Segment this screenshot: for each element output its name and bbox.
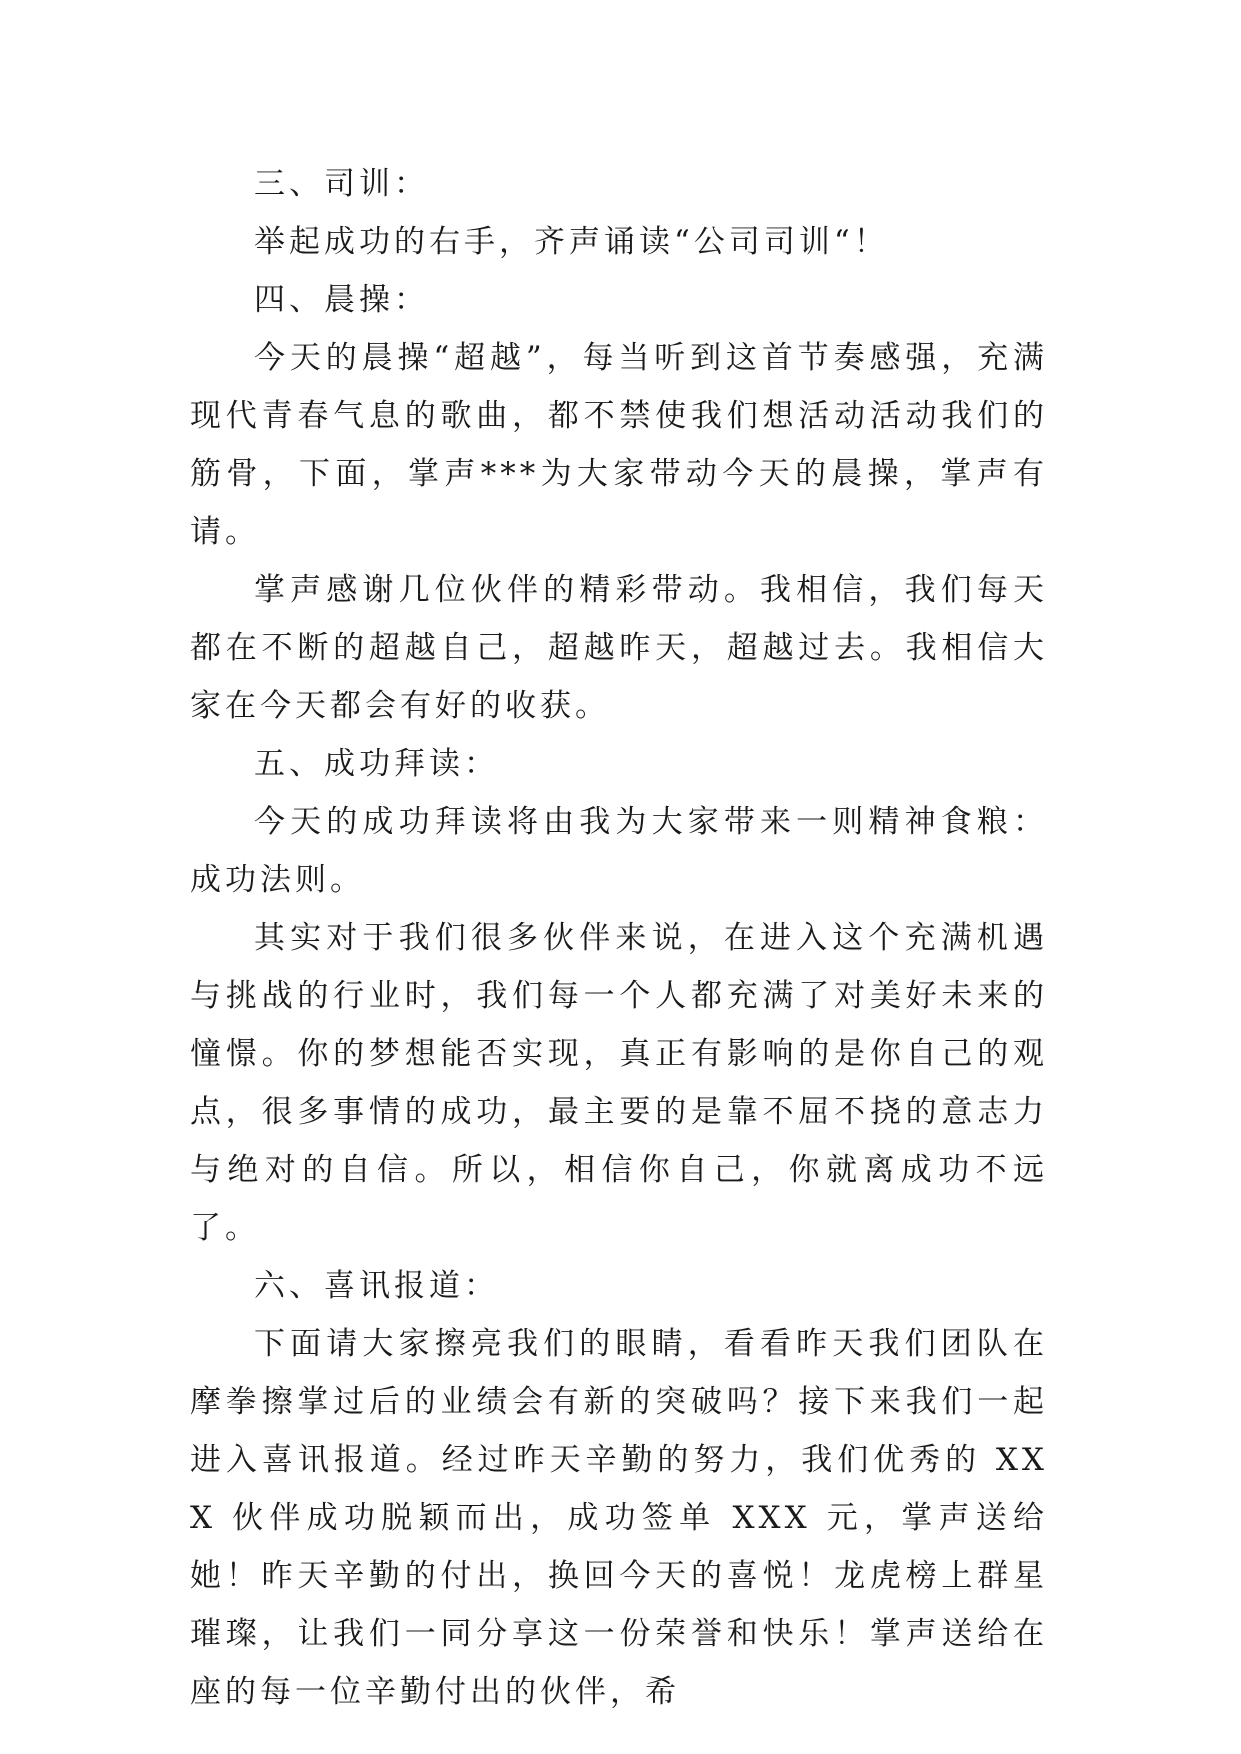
paragraph-success-reading-intro: 今天的成功拜读将由我为大家带来一则精神食粮：成功法则。 [190, 804, 1048, 898]
paragraph-good-news: 下面请大家擦亮我们的眼睛，看看昨天我们团队在摩拳擦掌过后的业绩会有新的突破吗？接下来我们一起进入喜讯报道。经过昨天辛勤的努力，我们优秀的 XXX 伙伴成功脱颖而出，成功签单 XXX 元，掌声送给她！昨天辛勤的付出，换回今天的喜悦！龙虎榜上群星璀璨，让我们一同分享这一份荣誉和快乐！掌声送给在座的每一位辛勤付出的伙伴，希 [190, 1326, 1048, 1710]
paragraph-motto: 举起成功的右手，齐声诵读“公司司训“！ [254, 224, 889, 260]
section-heading-success-reading: 五、成功拜读： [254, 746, 499, 782]
section-heading-morning-exercise: 四、晨操： [254, 282, 429, 318]
paragraph-thanks: 掌声感谢几位伙伴的精彩带动。我相信，我们每天都在不断的超越自己，超越昨天，超越过去。我相信大家在今天都会有好的收获。 [190, 572, 1048, 724]
paragraph-morning-exercise: 今天的晨操“超越”，每当听到这首节奏感强，充满现代青春气息的歌曲，都不禁使我们想活动活动我们的筋骨，下面，掌声***为大家带动今天的晨操，掌声有请。 [190, 340, 1048, 550]
section-heading-motto: 三、司训： [254, 166, 429, 202]
paragraph-success-reading-body: 其实对于我们很多伙伴来说，在进入这个充满机遇与挑战的行业时，我们每一个人都充满了对美好未来的憧憬。你的梦想能否实现，真正有影响的是你自己的观点，很多事情的成功，最主要的是靠不屈不挠的意志力与绝对的自信。所以，相信你自己，你就离成功不远了。 [190, 920, 1048, 1246]
document-body [190, 155, 1048, 1721]
section-heading-good-news: 六、喜讯报道： [254, 1268, 499, 1304]
